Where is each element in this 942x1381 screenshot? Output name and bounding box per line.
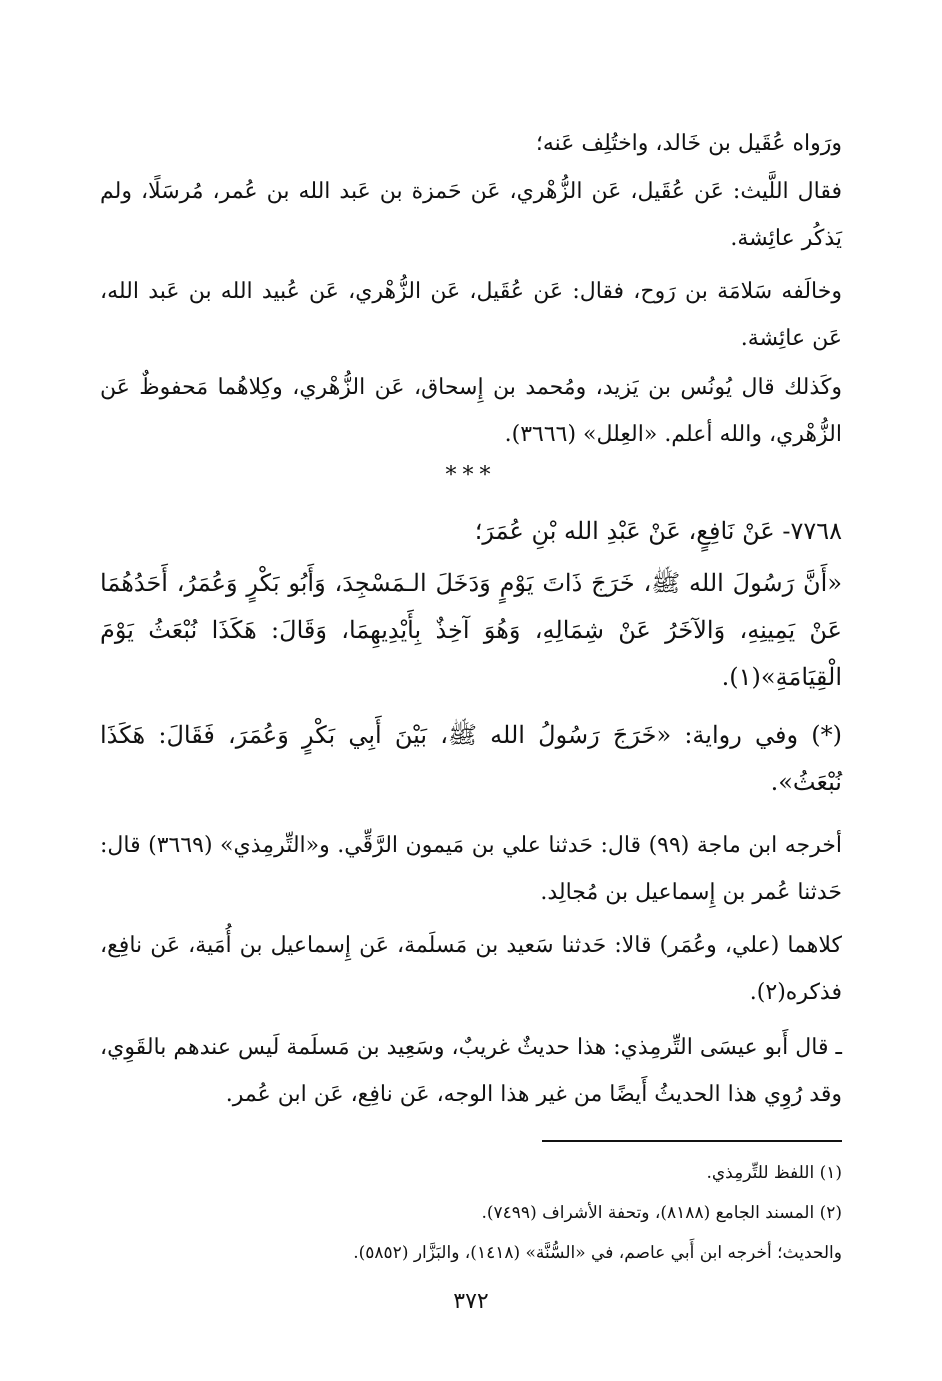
hadith-text: «أَنَّ رَسُولَ الله ﷺ، خَرَجَ ذَاتَ يَوْمٍ وَدَخَلَ الـمَسْجِدَ، وَأَبُو بَكْرٍ وَعُمَرُ، أَحَدُهُمَا عَنْ يَمِينِهِ، وَالآخَرُ عَنْ شِمَالِهِ، وَهُوَ آخِذٌ بِأَيْدِيهِمَا، وَقَالَ: هَكَذَا نُبْعَثُ يَوْمَ الْقِيَامَةِ»(١). xyxy=(100,569,842,691)
section-separator: *** xyxy=(445,463,497,488)
hadith-alternate-narration: (*) وفي رواية: «خَرَجَ رَسُولُ الله ﷺ، بَيْنَ أَبِي بَكْرٍ وَعُمَرَ، فَقَالَ: هَكَذَا نُبْعَثُ». xyxy=(100,721,842,796)
paragraph-takhrij: أخرجه ابن ماجة (٩٩) قال: حَدثنا علي بن مَيمون الرَّقِّي. و«التِّرمِذي» (٣٦٦٩) قال: حَدثنا عُمر بن إِسماعيل بن مُجالِد. xyxy=(100,833,842,905)
footnote-1: (١) اللفظ للتِّرمِذي. xyxy=(706,1163,842,1183)
footnote-2-continued: والحديث؛ أخرجه ابن أَبي عاصم، في «السُّنَّة» (١٤١٨)، والبَزَّار (٥٨٥٢). xyxy=(353,1243,842,1263)
paragraph-yunus-narration: وكَذلك قال يُونُس بن يَزيد، ومُحمد بن إِسحاق، عَن الزُّهْري، وكِلاهُما مَحفوظٌ عَن الزُّهْري، والله أعلم. «العِلل» (٣٦٦٦). xyxy=(100,375,842,447)
paragraph-salama-narration: وخالَفه سَلامَة بن رَوح، فقال: عَن عُقَيل، عَن الزُّهْري، عَن عُبيد الله بن عَبد الله، عَن عائِشة. xyxy=(100,279,842,351)
hadith-number-heading: ٧٧٦٨- عَنْ نَافِعٍ، عَنْ عَبْدِ الله بْنِ عُمَرَ؛ xyxy=(474,517,842,545)
paragraph-tirmidhi-comment: ـ قال أَبو عيسَى التِّرمِذي: هذا حديثٌ غريبٌ، وسَعِيد بن مَسلَمة لَيس عندهم بالقَوِي، وقد رُوِي هذا الحديثُ أَيضًا من غير هذا الوجه، عَن نافِع، عَن ابن عُمر. xyxy=(100,1035,842,1107)
paragraph-layth-narration: فقال اللَّيث: عَن عُقَيل، عَن الزُّهْري، عَن حَمزة بن عَبد الله بن عُمر، مُرسَلًا، ولم يَذكُر عائِشة. xyxy=(100,179,842,251)
page-number: ٣٧٢ xyxy=(453,1289,489,1314)
paragraph-aqil-narration: ورَواه عُقَيل بن خَالد، واختُلِف عَنه؛ xyxy=(535,131,842,156)
footnote-divider xyxy=(542,1140,842,1142)
footnote-2: (٢) المسند الجامع (٨١٨٨)، وتحفة الأشراف (٧٤٩٩). xyxy=(481,1203,842,1223)
paragraph-both-narrators: كلاهما (علي، وعُمَر) قالا: حَدثنا سَعيد بن مَسلَمة، عَن إِسماعيل بن أُمَية، عَن نافِع، فذكره(٢). xyxy=(100,933,842,1005)
